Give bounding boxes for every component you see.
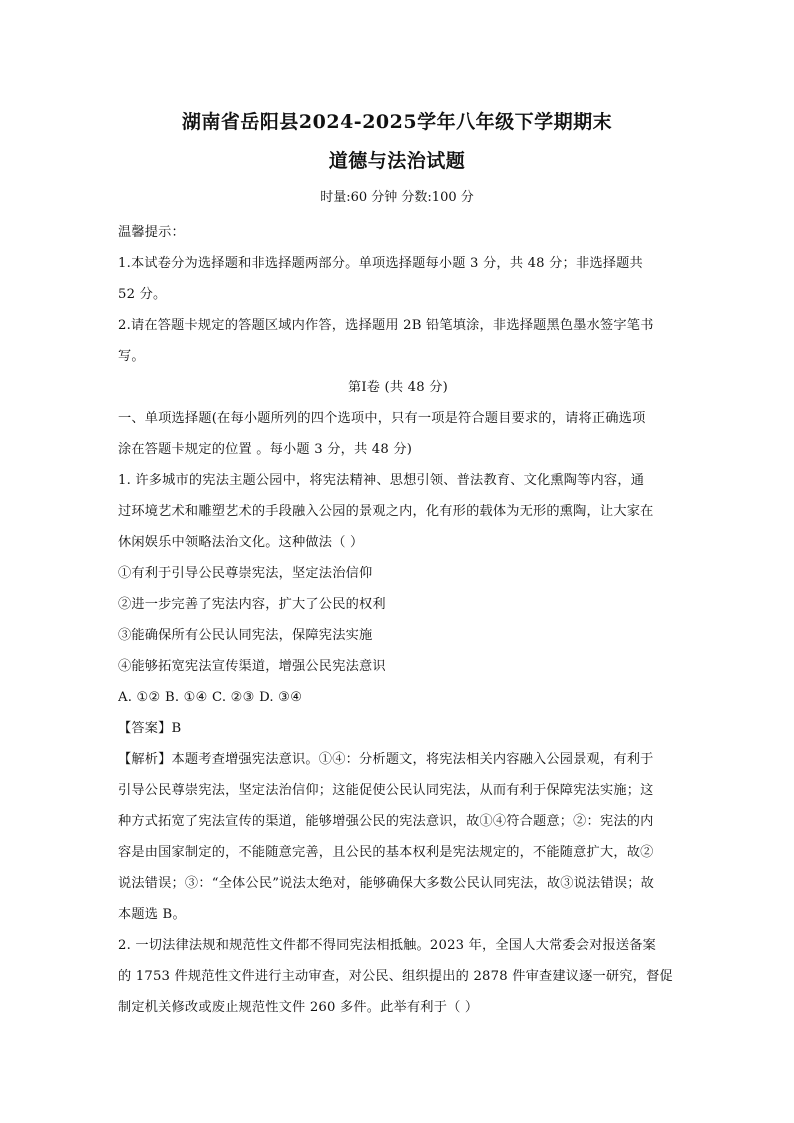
question-1-analysis-cont: 容是由国家制定的，不能随意完善，且公民的基本权利是宪法规定的，不能随意扩大，故②	[118, 845, 654, 860]
question-1-analysis-cont: 说法错误；③：“全体公民”说法太绝对，能够确保大多数公民认同宪法，故③说法错误；故	[118, 876, 654, 891]
question-1-stem-cont: 过环境艺术和雕塑艺术的手段融入公园的景观之内，化有形的载体为无形的熏陶，让大家在	[118, 504, 654, 519]
notice-item-2-cont: 写。	[118, 349, 145, 364]
question-2-stem: 2. 一切法律法规和规范性文件都不得同宪法相抵触。2023 年，全国人大常委会对报送备案	[118, 938, 657, 953]
notice-heading: 温馨提示：	[118, 225, 185, 240]
notice-item-1-cont: 52 分。	[118, 287, 167, 302]
question-1-analysis-cont: 引导公民尊崇宪法，坚定法治信仰；这能促使公民认同宪法，从而有利于保障宪法实施；这	[118, 783, 654, 798]
document-body	[118, 217, 678, 1023]
question-1-analysis: 【解析】本题考查增强宪法意识。①④：分析题文，将宪法相关内容融入公园景观，有利于	[118, 752, 654, 767]
question-1-stem: 1. 许多城市的宪法主题公园中，将宪法精神、思想引领、普法教育、文化熏陶等内容，通	[118, 473, 645, 488]
question-1-statement-1: ①有利于引导公民尊崇宪法，坚定法治信仰	[118, 566, 373, 581]
question-1-statement-3: ③能确保所有公民认同宪法，保障宪法实施	[118, 628, 373, 643]
question-1-statement-4: ④能够拓宽宪法宣传渠道，增强公民宪法意识	[118, 659, 386, 674]
question-1-analysis-cont: 种方式拓宽了宪法宣传的渠道，能够增强公民的宪法意识，故①④符合题意；②：宪法的内	[118, 814, 654, 829]
part-one-instructions: 一、单项选择题(在每小题所列的四个选项中，只有一项是符合题目要求的，请将正确选项	[118, 411, 646, 426]
exam-time-score: 时量:60 分钟 分数:100 分	[320, 190, 474, 205]
question-1-statement-2: ②进一步完善了宪法内容，扩大了公民的权利	[118, 597, 386, 612]
part-one-instructions-cont: 涂在答题卡规定的位置 。每小题 3 分，共 48 分)	[118, 442, 413, 457]
section-heading: 第Ⅰ卷 (共 48 分)	[347, 380, 448, 395]
question-1-stem-end: 休闲娱乐中领略法治文化。这种做法（ ）	[118, 535, 364, 550]
question-1-options: A. ①② B. ①④ C. ②③ D. ③④	[118, 690, 303, 705]
notice-item-1: 1.本试卷分为选择题和非选择题两部分。单项选择题每小题 3 分，共 48 分；非选择题共	[118, 256, 643, 271]
document-subject-title: 道德与法治试题	[328, 150, 466, 172]
document-title: 湖南省岳阳县2024-2025学年八年级下学期期末	[181, 111, 613, 133]
question-1-answer: 【答案】B	[118, 721, 182, 736]
question-2-stem-end: 制定机关修改或废止规范性文件 260 多件。此举有利于（ ）	[118, 1000, 479, 1015]
question-1-analysis-end: 本题选 B。	[118, 907, 186, 922]
notice-item-2: 2.请在答题卡规定的答题区域内作答，选择题用 2B 铅笔填涂，非选择题黑色墨水签字笔书	[118, 318, 654, 333]
question-2-stem-cont: 的 1753 件规范性文件进行主动审查，对公民、组织提出的 2878 件审查建议逐一研究，督促	[118, 969, 673, 984]
